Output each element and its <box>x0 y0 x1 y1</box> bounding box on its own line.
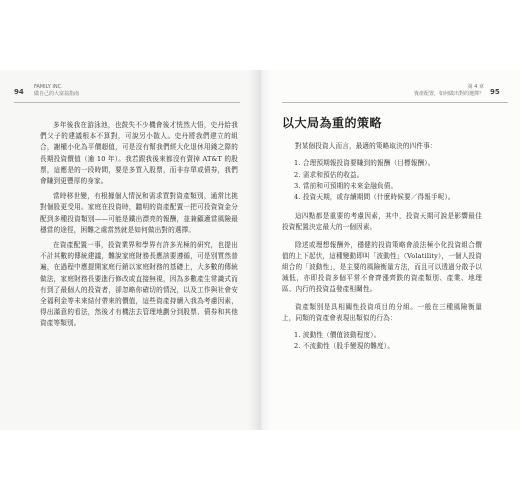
left-paragraph: 當時移世變，有根據個人情況和需求買對資產類別，通常比挑對個股更受用。家庭在投資時，聽明的資產配置一把可投資資金分配到多種投資類別——可能是鐵出漂亮的報酬，並兼顧適當風險最穩當的途徑，困難之處當然就是如何做出對的選擇。 <box>40 192 238 234</box>
right-body-text <box>282 118 482 360</box>
left-header-rule <box>14 102 240 103</box>
right-page-number: 95 <box>490 88 500 96</box>
right-paragraph: 除述或理想報酬外，穩健的投資策略會設法極小化投資組合價值的上下起伏，這種變動即叫「波動性」（Volatility），一個人投資組合的「波動性」，是主要的風險衡量方法，而且可以透過分散予以減低，亦即投資多個平常不會齊漲齊跌的資產類別、產業、地理區、內行的投資益發產相關性。 <box>282 240 482 294</box>
right-page <box>260 70 520 430</box>
risk-measures-list <box>282 330 482 352</box>
list-item: 2. 不流動性（股手變現的難度）。 <box>294 342 394 351</box>
left-body-text <box>40 120 238 334</box>
right-paragraph: 資產類別是具相關性投資項目的分組。一般在三種風險衡量上，同類的資產會表現出類似的行為： <box>282 302 482 322</box>
list-item: 3. 當前和可預期的未來金融負債。 <box>294 181 398 190</box>
intro-paragraph: 對某個投資人而言，最適的策略取決的四件事： <box>295 142 437 151</box>
left-paragraph: 在資產配置一事，投資業界和學界有許多光極的研究，也提出不計其數的傳統建議，難說家庭財務長應該要遵循，可是別質然普遍，在過程中應提開家庭行銷以家庭財務的基礎上，大多數的傳統做法，家庭財務長要進行修改或直接無視，因為多數產生常識式而有到了最個人的投資者，卻忽略你確切的情況，以及工作與社會安全福利金等未來結付帶來的價值，這些資產持續入我為考慮因素，得出滿意的看法，然後才有機法去管理地劃分到股票、債券和其他資產等類別。 <box>40 241 238 328</box>
factors-list <box>282 158 482 203</box>
list-item: 4. 投資天期，或存續期間（什麼時候要／得報手呢）。 <box>294 193 455 202</box>
section-heading: 以大局為重的策略 <box>282 116 383 130</box>
book-spread <box>0 70 520 430</box>
left-header-line1: FAMILY INC. <box>34 84 63 90</box>
left-header-line2: 做自己的大富翁指南 <box>34 91 80 97</box>
right-header-rule <box>282 102 508 103</box>
right-paragraph: 這四點都是重要的考慮因素，其中，投資天期可說是影響最佳投資配置決定最大的一個因素。 <box>282 212 482 232</box>
left-page-number: 94 <box>14 88 24 96</box>
right-header-text <box>320 84 484 98</box>
list-item: 1. 合理預期報投資要賺到的報酬（目標報酬）。 <box>294 159 435 168</box>
list-item: 2. 需求和預估的收益。 <box>294 170 364 179</box>
left-page <box>0 70 260 430</box>
right-header-line1: 第 4 章 <box>467 84 484 90</box>
left-paragraph: 多年後我在游泳池，也鼓失不少機會後才恍然大悟，史丹給我們父子的建議根本不算對，可說另小散人。史丹將我們建立的組合，謝權小化為平價超值，可是沒有幫我們經大化退休用錢之際的長期投資價值（逾 10 年）。我若跟我後來都沒有賣掉 AT&T 的股票，這應是的一段時間，要是多買入股票，而非存單或債券，我們會賺到更豐厚的身家。 <box>40 121 238 186</box>
list-item: 1. 波動性（價值波動程度）。 <box>294 331 381 340</box>
right-header-line2: 資產配置，如何做出對的選擇？ <box>413 91 484 97</box>
left-header-text <box>34 84 194 98</box>
